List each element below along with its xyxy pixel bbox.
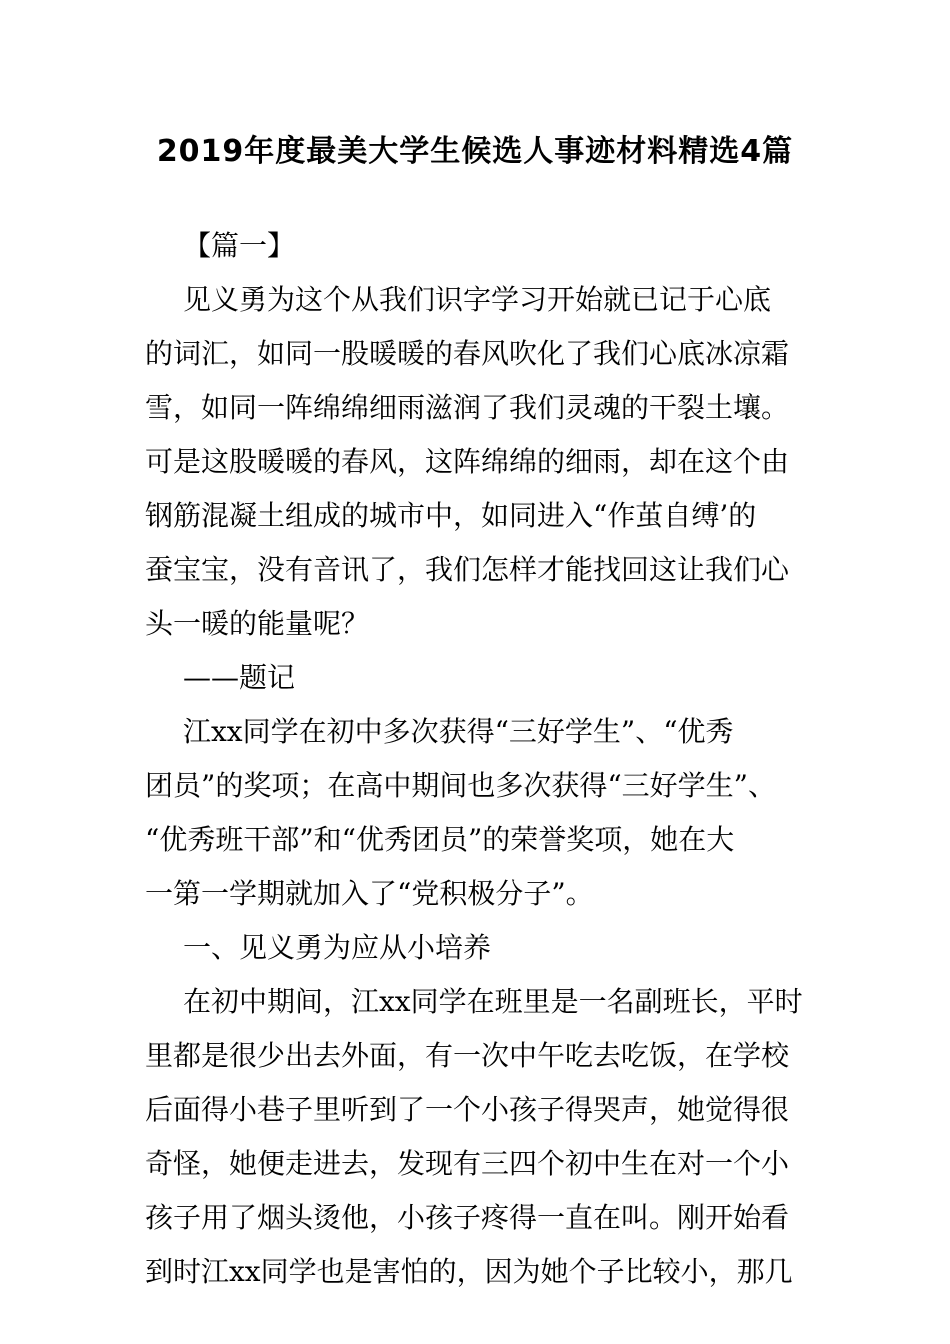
paragraph-line: 奇怪，她便走进去，发现有三四个初中生在对一个小	[145, 1147, 790, 1180]
paragraph-line: 可是这股暖暖的春风，这阵绵绵的细雨，却在这个由	[145, 445, 790, 478]
section-heading: 一、见义勇为应从小培养	[183, 931, 492, 964]
paragraph-line: 孩子用了烟头烫他，小孩子疼得一直在叫。刚开始看	[145, 1201, 790, 1234]
paragraph-line: 在初中期间，江xx同学在班里是一名副班长，平时	[183, 985, 803, 1018]
paragraph-line: 团员”的奖项；在高中期间也多次获得“三好学生”、	[145, 769, 776, 802]
paragraph-line: 雪，如同一阵绵绵细雨滋润了我们灵魂的干裂土壤。	[145, 391, 790, 424]
document-title: 2019年度最美大学生候选人事迹材料精选4篇	[156, 134, 794, 169]
paragraph-line: 见义勇为这个从我们识字学习开始就已记于心底	[183, 283, 772, 316]
paragraph-line: 后面得小巷子里听到了一个小孩子得哭声，她觉得很	[145, 1093, 790, 1126]
section-heading-part-one: 【篇一】	[183, 229, 296, 262]
paragraph-line: 江xx同学在初中多次获得“三好学生”、“优秀	[183, 715, 734, 748]
paragraph-line: 里都是很少出去外面，有一次中午吃去吃饭，在学校	[145, 1039, 790, 1072]
paragraph-line: “优秀班干部”和“优秀团员”的荣誉奖项，她在大	[145, 823, 735, 856]
paragraph-line: 的词汇，如同一股暖暖的春风吹化了我们心底冰凉霜	[145, 337, 790, 370]
paragraph-line: 头一暖的能量呢？	[145, 607, 370, 640]
paragraph-line: 到时江xx同学也是害怕的，因为她个子比较小，那几	[145, 1255, 793, 1288]
paragraph-line: 钢筋混凝土组成的城市中，如同进入“作茧自缚’的	[145, 499, 757, 532]
epigraph-attribution: ——题记	[183, 661, 296, 694]
paragraph-line: 蚕宝宝，没有音讯了，我们怎样才能找回这让我们心	[145, 553, 790, 586]
paragraph-line: 一第一学期就加入了“党积极分子”。	[145, 877, 594, 910]
